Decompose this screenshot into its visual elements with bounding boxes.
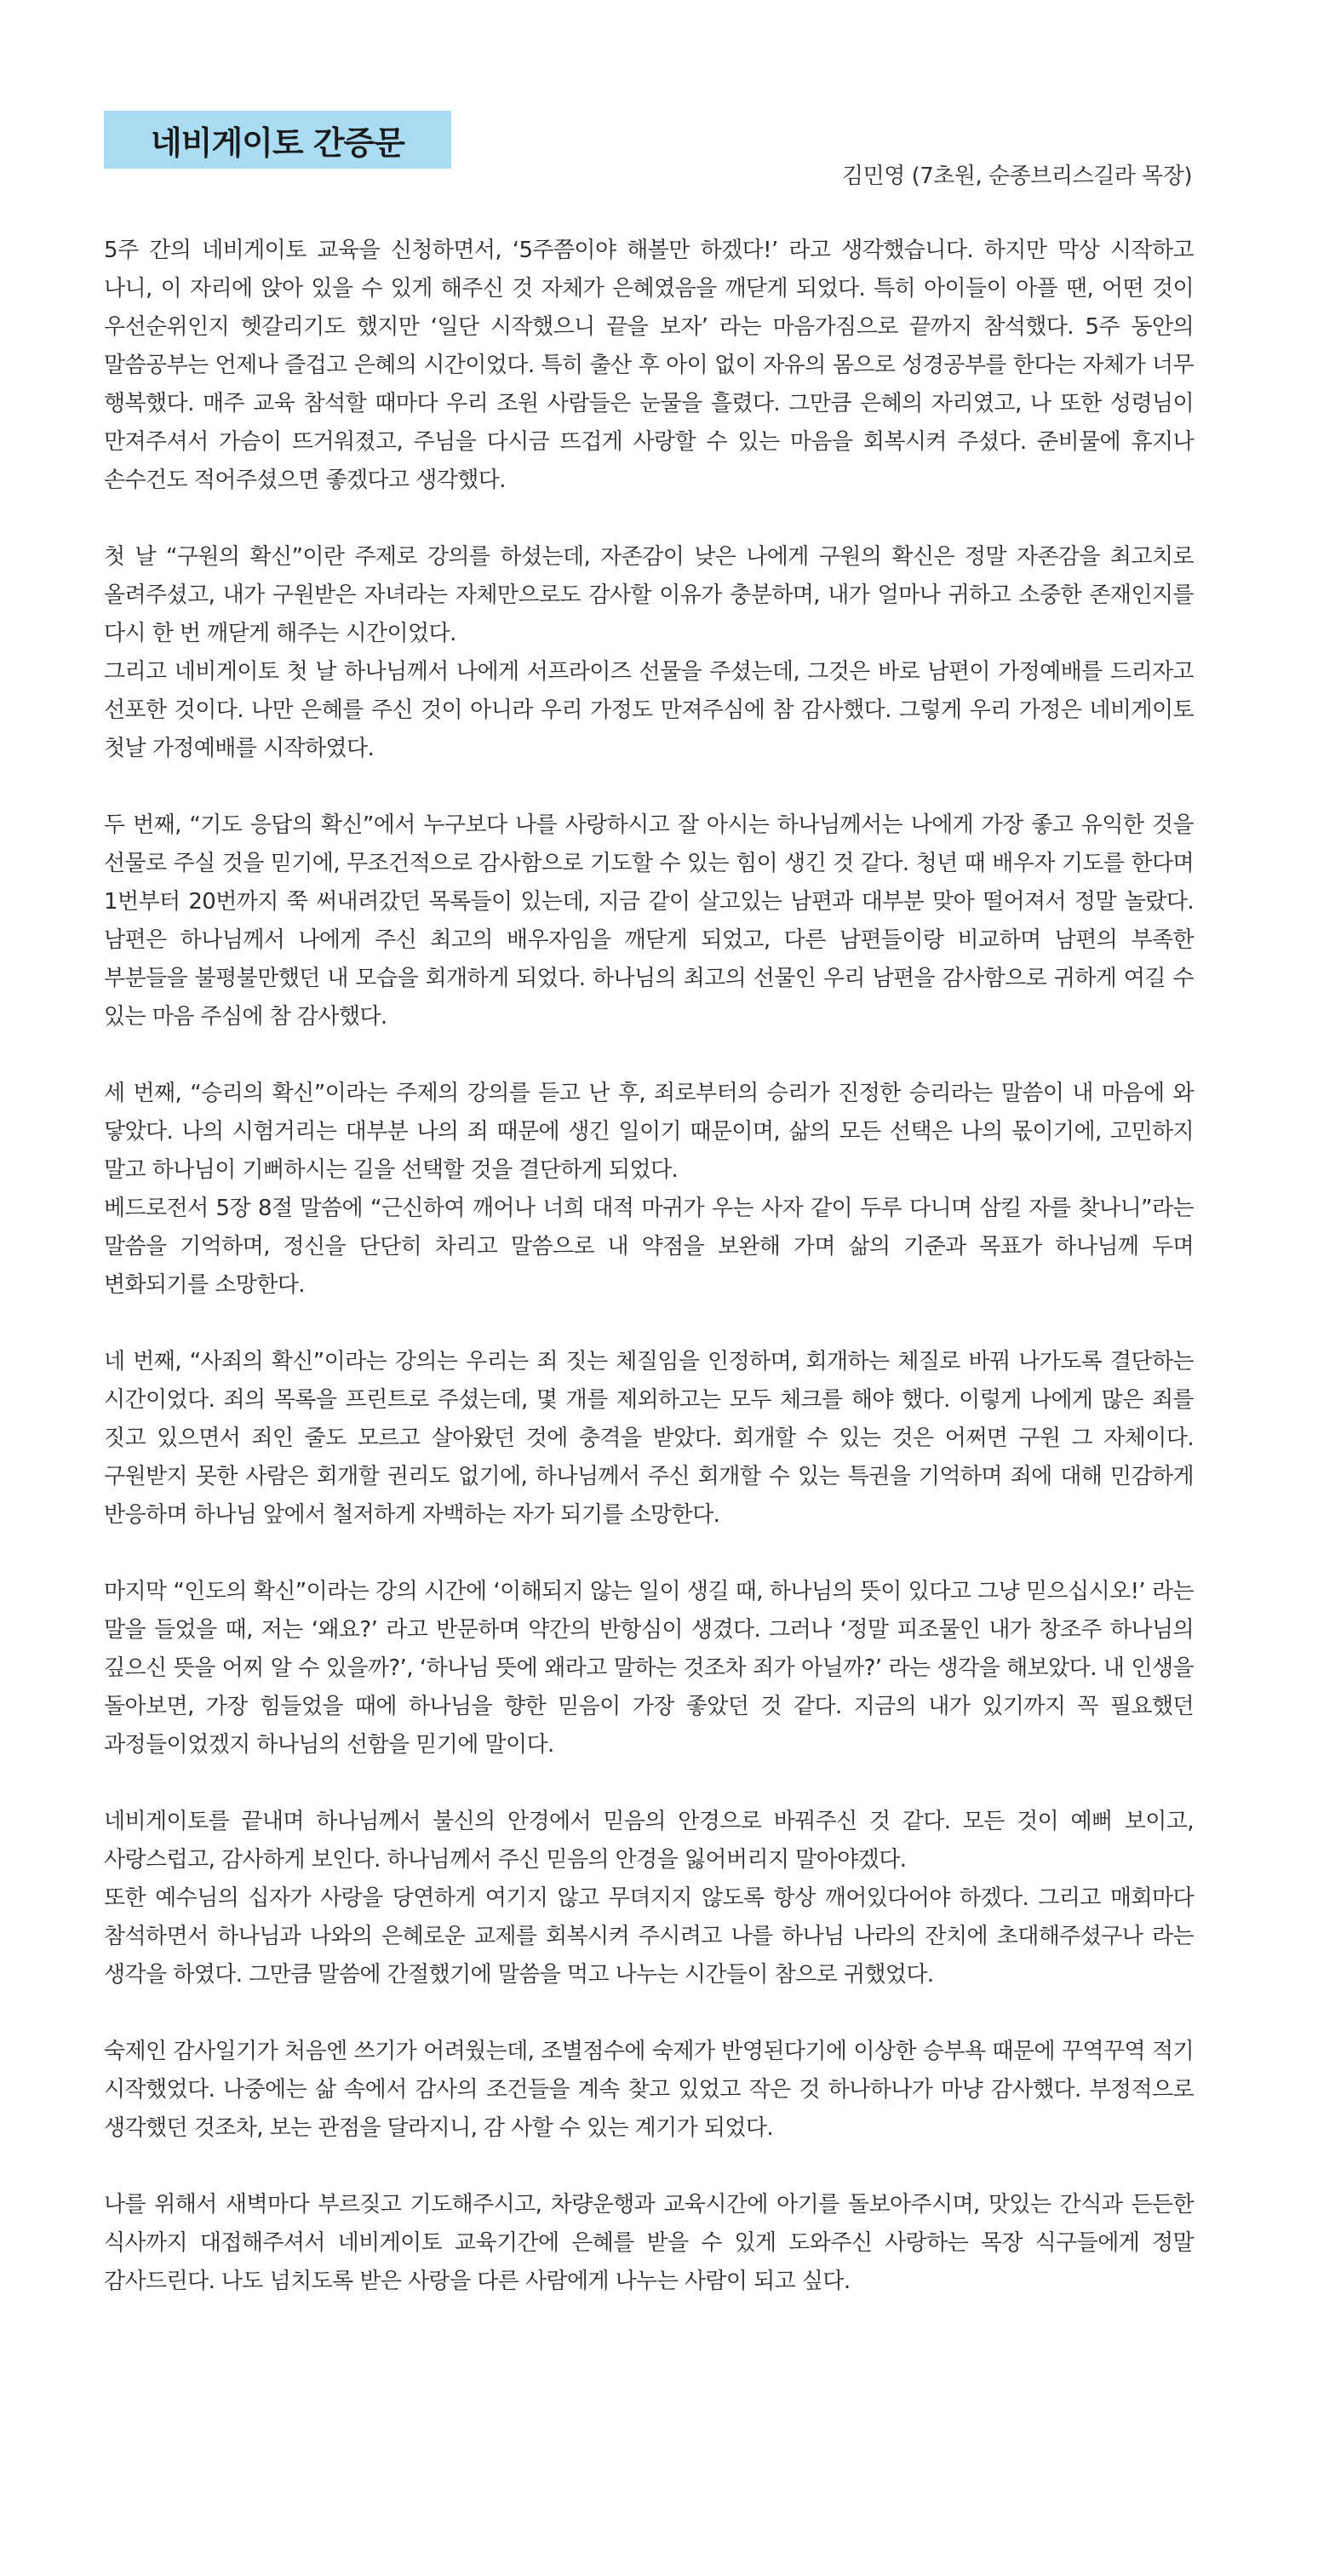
paragraph-text: 나를 위해서 새벽마다 부르짖고 기도해주시고, 차량운행과 교육시간에 아기를 돌보아주시며, 맛있는 간식과 든든한 식사까지 대접해주셔서 네비게이토 교육기간에 은혜를 받을 수 있게 도와주신 사랑하는 목장 식구들에게 정말 감사드린다. 나도 넘치도록 받은 사랑을 다른 사람에게 나누는 사람이 되고 싶다. bbox=[104, 2192, 1194, 2294]
paragraph-7 bbox=[104, 1803, 1194, 1994]
paragraph-1 bbox=[104, 232, 1194, 500]
paragraph-text: 세 번째, “승리의 확신”이라는 주제의 강의를 듣고 난 후, 죄로부터의 승리가 진정한 승리라는 말씀이 내 마음에 와 닿았다. 나의 시험거리는 대부분 나의 죄 때문에 생긴 일이기 때문이며, 삶의 모든 선택은 나의 몫이기에, 고민하지 말고 하나님이 기뻐하시는 길을 선택할 것을 결단하게 되었다. bbox=[104, 1081, 1194, 1183]
title-banner bbox=[104, 111, 451, 169]
paragraph-text: 베드로전서 5장 8절 말씀에 “근신하여 깨어나 너희 대적 마귀가 우는 사자 같이 두루 다니며 삼킬 자를 찾나니”라는 말씀을 기억하며, 정신을 단단히 차리고 말씀으로 내 약점을 보완해 가며 삶의 기준과 목표가 하나님께 두며 변화되기를 소망한다. bbox=[104, 1196, 1194, 1298]
paragraph-6 bbox=[104, 1573, 1194, 1764]
paragraph-5 bbox=[104, 1343, 1194, 1535]
testimony-body bbox=[104, 232, 1194, 2339]
paragraph-text: 그리고 네비게이토 첫 날 하나님께서 나에게 서프라이즈 선물을 주셨는데, 그것은 바로 남편이 가정예배를 드리자고 선포한 것이다. 나만 은혜를 주신 것이 아니라 우리 가정도 만져주심에 참 감사했다. 그렇게 우리 가정은 네비게이토 첫날 가정예배를 시작하였다. bbox=[104, 659, 1194, 761]
page-title: 네비게이토 간증문 bbox=[151, 123, 404, 162]
paragraph-text: 두 번째, “기도 응답의 확신”에서 누구보다 나를 사랑하시고 잘 아시는 하나님께서는 나에게 가장 좋고 유익한 것을 선물로 주실 것을 믿기에, 무조건적으로 감사함으로 기도할 수 있는 힘이 생긴 것 같다. 청년 때 배우자 기도를 한다며 1번부터 20번까지 쭉 써내려갔던 목록들이 있는데, 지금 같이 살고있는 남편과 대부분 맞아 떨어져서 정말 놀랐다. 남편은 하나님께서 나에게 주신 최고의 배우자임을 깨닫게 되었고, 다른 남편들이랑 비교하며 남편의 부족한 부분들을 불평불만했던 내 모습을 회개하게 되었다. 하나님의 최고의 선물인 우리 남편을 감사함으로 귀하게 여길 수 있는 마음 주심에 참 감사했다. bbox=[104, 812, 1194, 1030]
paragraph-9 bbox=[104, 2186, 1194, 2301]
paragraph-text: 네 번째, “사죄의 확신”이라는 강의는 우리는 죄 짓는 체질임을 인정하며, 회개하는 체질로 바꿔 나가도록 결단하는 시간이었다. 죄의 목록을 프린트로 주셨는데, 몇 개를 제외하고는 모두 체크를 해야 했다. 이렇게 나에게 많은 죄를 짓고 있으면서 죄인 줄도 모르고 살아왔던 것에 충격을 받았다. 회개할 수 있는 것은 어쩌면 구원 그 자체이다. 구원받지 못한 사람은 회개할 권리도 없기에, 하나님께서 주신 회개할 수 있는 특권을 기억하며 죄에 대해 민감하게 반응하며 하나님 앞에서 철저하게 자백하는 자가 되기를 소망한다. bbox=[104, 1349, 1194, 1528]
paragraph-text: 마지막 “인도의 확신”이라는 강의 시간에 ‘이해되지 않는 일이 생길 때, 하나님의 뜻이 있다고 그냥 믿으십시오!’ 라는 말을 들었을 때, 저는 ‘왜요?’ 라고 반문하며 약간의 반항심이 생겼다. 그러나 ‘정말 피조물인 내가 창조주 하나님의 깊으신 뜻을 어찌 알 수 있을까?’, ‘하나님 뜻에 왜라고 말하는 것조차 죄가 아닐까?’ 라는 생각을 해보았다. 내 인생을 돌아보면, 가장 힘들었을 때에 하나님을 향한 믿음이 가장 좋았던 것 같다. 지금의 내가 있기까지 꼭 필요했던 과정들이었겠지 하나님의 선함을 믿기에 말이다. bbox=[104, 1579, 1194, 1758]
paragraph-4 bbox=[104, 1075, 1194, 1305]
paragraph-text: 네비게이토를 끝내며 하나님께서 불신의 안경에서 믿음의 안경으로 바꿔주신 것 같다. 모든 것이 예뻐 보이고, 사랑스럽고, 감사하게 보인다. 하나님께서 주신 믿음의 안경을 잃어버리지 말아야겠다. bbox=[104, 1809, 1194, 1873]
paragraph-text: 또한 예수님의 십자가 사랑을 당연하게 여기지 않고 무뎌지지 않도록 항상 깨어있다어야 하겠다. 그리고 매회마다 참석하면서 하나님과 나와의 은혜로운 교제를 회복시켜 주시려고 나를 하나님 나라의 잔치에 초대해주셨구나 라는 생각을 하였다. 그만큼 말씀에 간절했기에 말씀을 먹고 나누는 시간들이 참으로 귀했었다. bbox=[104, 1885, 1194, 1988]
paragraph-text: 숙제인 감사일기가 처음엔 쓰기가 어려웠는데, 조별점수에 숙제가 반영된다기에 이상한 승부욕 때문에 꾸역꾸역 적기 시작했었다. 나중에는 삶 속에서 감사의 조건들을 계속 찾고 있었고 작은 것 하나하나가 마냥 감사했다. 부정적으로 생각했던 것조차, 보는 관점을 달라지니, 감 사할 수 있는 계기가 되었다. bbox=[104, 2039, 1194, 2141]
paragraph-8 bbox=[104, 2033, 1194, 2148]
paragraph-text: 첫 날 “구원의 확신”이란 주제로 강의를 하셨는데, 자존감이 낮은 나에게 구원의 확신은 정말 자존감을 최고치로 올려주셨고, 내가 구원받은 자녀라는 자체만으로도 감사할 이유가 충분하며, 내가 얼마나 귀하고 소중한 존재인지를 다시 한 번 깨닫게 해주는 시간이었다. bbox=[104, 544, 1194, 646]
paragraph-2 bbox=[104, 538, 1194, 768]
paragraph-text: 5주 간의 네비게이토 교육을 신청하면서, ‘5주쯤이야 해볼만 하겠다!’ 라고 생각했습니다. 하지만 막상 시작하고 나니, 이 자리에 앉아 있을 수 있게 해주신 것 자체가 은혜였음을 깨닫게 되었다. 특히 아이들이 아플 땐, 어떤 것이 우선순위인지 헷갈리기도 했지만 ‘일단 시작했으니 끝을 보자’ 라는 마음가짐으로 끝까지 참석했다. 5주 동안의 말씀공부는 언제나 즐겁고 은혜의 시간이었다. 특히 출산 후 아이 없이 자유의 몸으로 성경공부를 한다는 자체가 너무 행복했다. 매주 교육 참석할 때마다 우리 조원 사람들은 눈물을 흘렸다. 그만큼 은혜의 자리였고, 나 또한 성령님이 만져주셔서 가슴이 뜨거워졌고, 주님을 다시금 뜨겁게 사랑할 수 있는 마음을 회복시켜 주셨다. 준비물에 휴지나 손수건도 적어주셨으면 좋겠다고 생각했다. bbox=[104, 238, 1194, 493]
author-line: 김민영 (7초원, 순종브리스길라 목장) bbox=[841, 164, 1192, 189]
paragraph-3 bbox=[104, 806, 1194, 1036]
